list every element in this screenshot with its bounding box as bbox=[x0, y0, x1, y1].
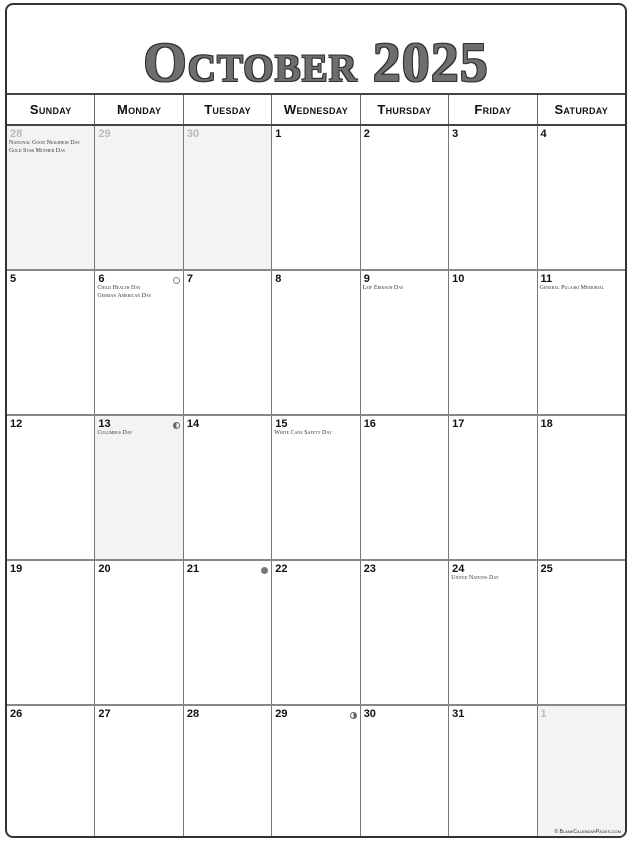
weekday-friday: Friday bbox=[449, 95, 537, 124]
event-list bbox=[363, 285, 446, 293]
month-title: October 2025 bbox=[143, 32, 489, 94]
day-cell bbox=[7, 561, 95, 704]
event-list bbox=[274, 430, 357, 438]
weekday-thursday: Thursday bbox=[361, 95, 449, 124]
event-label: German American Day bbox=[97, 292, 152, 299]
day-number: 26 bbox=[10, 708, 23, 720]
day-number: 2 bbox=[363, 128, 370, 140]
day-number: 16 bbox=[363, 418, 376, 430]
day-number: 21 bbox=[186, 563, 200, 575]
day-cell bbox=[538, 416, 625, 559]
day-cell bbox=[95, 416, 183, 559]
week-row bbox=[7, 706, 625, 838]
day-cell-adjacent-month bbox=[7, 126, 95, 269]
week-row bbox=[7, 561, 625, 706]
weekday-tuesday: Tuesday bbox=[184, 95, 272, 124]
day-cell bbox=[538, 271, 625, 414]
day-cell bbox=[361, 126, 449, 269]
calendar-grid bbox=[7, 93, 625, 838]
day-number: 13 bbox=[98, 418, 111, 430]
day-number: 20 bbox=[98, 563, 111, 575]
day-cell bbox=[538, 126, 625, 269]
day-cell bbox=[7, 416, 95, 559]
day-number: 29 bbox=[275, 708, 288, 720]
week-row bbox=[7, 126, 625, 271]
week-row bbox=[7, 416, 625, 561]
weekday-sunday: Sunday bbox=[7, 95, 95, 124]
weekday-wednesday: Wednesday bbox=[272, 95, 360, 124]
day-number: 23 bbox=[363, 563, 376, 575]
day-number: 25 bbox=[540, 563, 553, 575]
first-quarter-moon-icon bbox=[350, 712, 357, 719]
day-number: 28 bbox=[10, 128, 23, 140]
day-number: 8 bbox=[275, 273, 282, 285]
event-label: Columbus Day bbox=[97, 430, 133, 436]
day-cell bbox=[272, 561, 360, 704]
weekday-monday: Monday bbox=[95, 95, 183, 124]
day-number: 15 bbox=[275, 418, 288, 430]
day-cell bbox=[361, 416, 449, 559]
day-cell-adjacent-month bbox=[95, 126, 183, 269]
day-cell bbox=[449, 706, 537, 838]
event-label: General Pulaski Memorial bbox=[539, 285, 605, 291]
event-label: Gold Star Mother Day bbox=[9, 147, 66, 154]
day-number: 27 bbox=[98, 708, 111, 720]
day-cell bbox=[272, 271, 360, 414]
day-number: 6 bbox=[98, 273, 105, 285]
new-moon-icon bbox=[261, 567, 268, 574]
day-number: 24 bbox=[452, 563, 465, 575]
day-number: 4 bbox=[540, 128, 547, 140]
day-cell bbox=[184, 271, 272, 414]
day-cell bbox=[361, 706, 449, 838]
event-list bbox=[97, 285, 180, 300]
day-cell bbox=[538, 561, 625, 704]
full-moon-icon bbox=[173, 277, 180, 284]
day-number: 1 bbox=[540, 708, 547, 720]
week-row bbox=[7, 271, 625, 416]
day-cell bbox=[272, 126, 360, 269]
day-number: 7 bbox=[186, 273, 193, 285]
event-label: Leif Erikson Day bbox=[362, 285, 404, 291]
day-number: 14 bbox=[186, 418, 200, 430]
event-list bbox=[540, 285, 623, 293]
day-number: 1 bbox=[275, 128, 282, 140]
day-cell bbox=[95, 271, 183, 414]
day-cell bbox=[449, 416, 537, 559]
day-number: 22 bbox=[275, 563, 288, 575]
day-cell bbox=[7, 271, 95, 414]
day-cell bbox=[361, 561, 449, 704]
day-cell bbox=[95, 561, 183, 704]
day-cell bbox=[184, 416, 272, 559]
day-number: 30 bbox=[363, 708, 376, 720]
day-number: 18 bbox=[540, 418, 553, 430]
day-number: 12 bbox=[10, 418, 23, 430]
credit-text: © BlankCalendarPages.com bbox=[554, 829, 621, 835]
day-cell bbox=[272, 416, 360, 559]
day-cell bbox=[449, 561, 537, 704]
day-number: 19 bbox=[10, 563, 23, 575]
day-cell bbox=[449, 126, 537, 269]
day-cell bbox=[7, 706, 95, 838]
day-cell-adjacent-month bbox=[184, 126, 272, 269]
weekday-saturday: Saturday bbox=[554, 102, 609, 117]
day-number: 29 bbox=[98, 128, 111, 140]
day-number: 17 bbox=[452, 418, 465, 430]
day-cell bbox=[272, 706, 360, 838]
event-label: White Cane Safety Day bbox=[274, 430, 332, 436]
event-label: United Nations Day bbox=[451, 575, 499, 581]
day-number: 9 bbox=[363, 273, 370, 285]
day-cell bbox=[361, 271, 449, 414]
day-number: 10 bbox=[452, 273, 465, 285]
event-label: National Good Neighbor Day bbox=[9, 140, 81, 146]
day-cell bbox=[449, 271, 537, 414]
day-cell bbox=[184, 561, 272, 704]
day-cell bbox=[184, 706, 272, 838]
event-label: Child Health Day bbox=[97, 285, 141, 291]
day-number: 5 bbox=[10, 273, 17, 285]
day-number: 11 bbox=[540, 273, 553, 285]
event-list bbox=[451, 575, 534, 583]
day-number: 28 bbox=[186, 708, 200, 720]
day-number: 31 bbox=[452, 708, 465, 720]
day-cell bbox=[95, 706, 183, 838]
weekday-header bbox=[7, 93, 625, 126]
calendar-page bbox=[5, 3, 627, 838]
event-list bbox=[97, 430, 180, 438]
day-number: 30 bbox=[186, 128, 200, 140]
event-list bbox=[9, 140, 92, 155]
last-quarter-moon-icon bbox=[173, 422, 180, 429]
day-number: 3 bbox=[452, 128, 459, 140]
day-cell-adjacent-month bbox=[538, 706, 625, 838]
